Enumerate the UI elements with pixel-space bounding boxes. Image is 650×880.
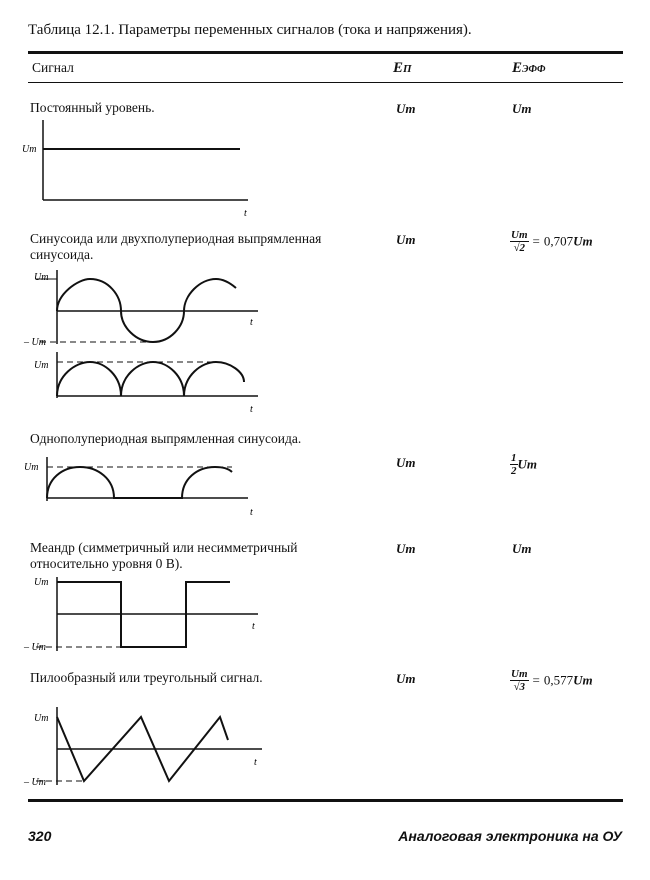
row-3-ep: Um — [396, 455, 416, 470]
square-wave-graph — [20, 575, 270, 657]
graph-label-um: Um — [34, 577, 49, 588]
row-2-eeff: $\frac{Um}{√2}$ = 0,707Um — [511, 229, 593, 254]
half-wave-rectified-graph — [20, 455, 270, 523]
graph-label-t: t — [250, 317, 253, 328]
sine-graph — [20, 268, 270, 350]
top-rule — [28, 51, 623, 54]
column-header-ep: EП — [393, 60, 412, 76]
row-4-description: Меандр (симметричный или несимметричный относительно уровня 0 В). — [30, 540, 298, 571]
row-3-eeff: $\frac{1}{2}$ Um — [511, 452, 537, 477]
graph-label-um: Um — [24, 462, 39, 473]
row-5-eeff: $\frac{Um}{√3}$ = 0,577Um — [511, 668, 593, 693]
header-rule — [28, 82, 623, 83]
row-1-eeff: Um — [512, 101, 532, 116]
full-wave-rectified-graph — [20, 350, 270, 418]
triangle-wave-graph — [20, 705, 270, 790]
row-2-ep: Um — [396, 232, 416, 247]
page-number: 320 — [28, 828, 52, 844]
table-caption: Таблица 12.1. Параметры переменных сигналов (тока и напряжения). — [28, 22, 472, 38]
graph-label-neg-um: – Um — [24, 777, 46, 788]
graph-label-t: t — [250, 507, 253, 518]
graph-label-um: Um — [34, 713, 49, 724]
row-4-ep: Um — [396, 541, 416, 556]
graph-label-um: Um — [34, 360, 49, 371]
column-header-eeff: EЭФФ — [512, 60, 546, 76]
constant-level-graph — [20, 118, 260, 220]
column-header-signal: Сигнал — [32, 60, 74, 75]
row-5-ep: Um — [396, 671, 416, 686]
graph-label-t: t — [252, 621, 255, 632]
row-2-description: Синусоида или двухполупериодная выпрямленная синусоида. — [30, 231, 322, 262]
row-4-eeff: Um — [512, 541, 532, 556]
graph-label-neg-um: – Um — [24, 642, 46, 653]
bottom-rule — [28, 799, 623, 802]
graph-label-t: t — [250, 404, 253, 415]
graph-label-t: t — [244, 208, 247, 219]
graph-label-um: Um — [34, 272, 49, 283]
graph-label-t: t — [254, 757, 257, 768]
row-5-description: Пилообразный или треугольный сигнал. — [30, 670, 263, 685]
graph-label-neg-um: – Um — [24, 337, 46, 348]
row-1-ep: Um — [396, 101, 416, 116]
row-1-description: Постоянный уровень. — [30, 100, 155, 115]
book-title: Аналоговая электроника на ОУ — [398, 828, 622, 844]
row-3-description: Однополупериодная выпрямленная синусоида. — [30, 431, 302, 446]
graph-label-um: Um — [22, 144, 37, 155]
